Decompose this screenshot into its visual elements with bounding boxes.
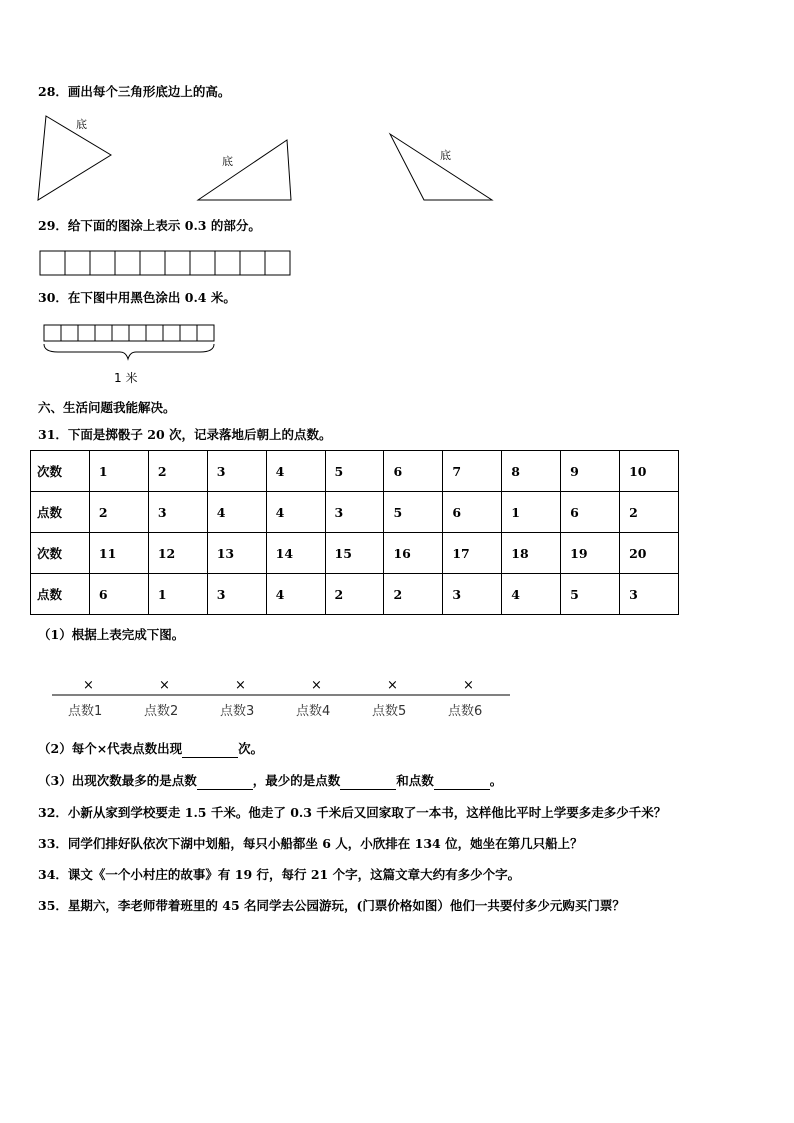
table-cell: 3 [325, 492, 384, 533]
part3-d: 。 [489, 773, 503, 788]
brace [44, 344, 214, 359]
strip-cell-6[interactable] [129, 325, 146, 341]
axis-label: 点数1 [68, 704, 103, 719]
question-33: 33．同学们排好队依次下湖中划船，每只小船都坐 6 人，小欣排在 134 位，她坐在第几只船上？ [38, 836, 583, 851]
grid-cell-5[interactable] [140, 251, 165, 275]
part2-suffix: 次。 [238, 741, 264, 756]
q30-meter-strip[interactable] [38, 322, 238, 392]
part3-c: 和点数 [396, 773, 434, 788]
strip-cell-5[interactable] [112, 325, 129, 341]
plot-mark: × [463, 678, 474, 693]
table-cell: 10 [620, 451, 679, 492]
grid-cell-3[interactable] [90, 251, 115, 275]
table-cell: 2 [620, 492, 679, 533]
question-34: 34．课文《一个小村庄的故事》有 19 行，每行 21 个字，这篇文章大约有多少个字。 [38, 867, 521, 882]
table-cell: 20 [620, 533, 679, 574]
q31-part-2 [38, 741, 263, 758]
question-31: 31．下面是掷骰子 20 次，记录落地后朝上的点数。 [38, 427, 332, 442]
table-cell: 3 [207, 574, 266, 615]
table-cell: 2 [148, 451, 207, 492]
triangle-3 [390, 134, 492, 200]
table-cell: 3 [620, 574, 679, 615]
table-cell: 4 [266, 451, 325, 492]
table-cell: 4 [266, 574, 325, 615]
part3-a: （3）出现次数最多的是点数 [38, 773, 197, 788]
table-cell: 6 [89, 574, 148, 615]
axis-label: 点数6 [448, 704, 483, 719]
strip-cell-2[interactable] [61, 325, 78, 341]
table-cell: 5 [561, 574, 620, 615]
row-header: 点数 [31, 492, 90, 533]
part3-blank-most[interactable] [197, 773, 253, 790]
table-cell: 18 [502, 533, 561, 574]
grid-cell-1[interactable] [40, 251, 65, 275]
table-cell: 11 [89, 533, 148, 574]
triangle-3-base-label: 底 [440, 149, 451, 162]
question-30: 30．在下图中用黑色涂出 0.4 米。 [38, 290, 236, 305]
table-cell: 1 [502, 492, 561, 533]
section-6-heading: 六、生活问题我能解决。 [38, 400, 176, 415]
part3-b: ，最少的是点数 [252, 773, 341, 788]
table-cell: 3 [443, 574, 502, 615]
axis-label: 点数5 [372, 704, 407, 719]
part3-blank-least-1[interactable] [340, 773, 396, 790]
part2-blank[interactable] [182, 741, 238, 758]
table-cell: 15 [325, 533, 384, 574]
part3-blank-least-2[interactable] [434, 773, 490, 790]
table-cell: 2 [89, 492, 148, 533]
table-cell: 4 [266, 492, 325, 533]
question-28: 28．画出每个三角形底边上的高。 [38, 84, 231, 99]
table-cell: 4 [207, 492, 266, 533]
grid-cell-9[interactable] [240, 251, 265, 275]
row-header: 次数 [31, 451, 90, 492]
triangle-2 [198, 140, 291, 200]
table-cell: 12 [148, 533, 207, 574]
table-cell: 4 [502, 574, 561, 615]
table-cell: 9 [561, 451, 620, 492]
strip-cell-10[interactable] [197, 325, 214, 341]
axis-label: 点数4 [296, 704, 331, 719]
grid-cell-8[interactable] [215, 251, 240, 275]
table-cell: 8 [502, 451, 561, 492]
question-35: 35．星期六，李老师带着班里的 45 名同学去公园游玩，(门票价格如图）他们一共要付多少元购买门票？ [38, 898, 625, 913]
row-header: 次数 [31, 533, 90, 574]
plot-mark: × [235, 678, 246, 693]
q31-part-1: （1）根据上表完成下图。 [38, 627, 185, 642]
table-cell: 16 [384, 533, 443, 574]
table-cell: 6 [443, 492, 502, 533]
table-cell: 3 [148, 492, 207, 533]
strip-cell-7[interactable] [146, 325, 163, 341]
strip-cell-3[interactable] [78, 325, 95, 341]
table-cell: 17 [443, 533, 502, 574]
plot-mark: × [387, 678, 398, 693]
table-cell: 1 [148, 574, 207, 615]
dot-plot[interactable] [40, 672, 560, 732]
table-cell: 6 [561, 492, 620, 533]
triangle-1-base-label: 底 [76, 118, 87, 131]
strip-cell-9[interactable] [180, 325, 197, 341]
axis-label: 点数3 [220, 704, 255, 719]
table-row [31, 451, 679, 492]
dice-table [30, 450, 679, 615]
table-cell: 19 [561, 533, 620, 574]
part2-prefix: （2）每个×代表点数出现 [38, 741, 183, 756]
strip-cell-4[interactable] [95, 325, 112, 341]
grid-cell-10[interactable] [265, 251, 290, 275]
grid-cell-6[interactable] [165, 251, 190, 275]
triangle-1 [38, 116, 111, 200]
plot-mark: × [311, 678, 322, 693]
table-cell: 14 [266, 533, 325, 574]
triangle-2-base-label: 底 [222, 155, 233, 168]
grid-cell-4[interactable] [115, 251, 140, 275]
table-row [31, 574, 679, 615]
length-label: 1 米 [114, 371, 138, 385]
row-header: 点数 [31, 574, 90, 615]
table-cell: 2 [325, 574, 384, 615]
axis-label: 点数2 [144, 704, 179, 719]
table-cell: 13 [207, 533, 266, 574]
table-cell: 5 [325, 451, 384, 492]
table-row [31, 492, 679, 533]
strip-cell-8[interactable] [163, 325, 180, 341]
table-cell: 2 [384, 574, 443, 615]
grid-cell-7[interactable] [190, 251, 215, 275]
grid-cell-2[interactable] [65, 251, 90, 275]
strip-cell-1[interactable] [44, 325, 61, 341]
question-32: 32．小新从家到学校要走 1.5 千米。他走了 0.3 千米后又回家取了一本书，这样他比平时上学要多走多少千米？ [38, 805, 667, 820]
table-cell: 6 [384, 451, 443, 492]
question-29: 29．给下面的图涂上表示 0.3 的部分。 [38, 218, 261, 233]
table-cell: 1 [89, 451, 148, 492]
table-cell: 7 [443, 451, 502, 492]
plot-mark: × [83, 678, 94, 693]
q31-part-3 [38, 773, 502, 790]
table-cell: 5 [384, 492, 443, 533]
table-cell: 3 [207, 451, 266, 492]
table-row [31, 533, 679, 574]
plot-mark: × [159, 678, 170, 693]
triangles-figure [0, 108, 794, 208]
q29-grid[interactable] [38, 249, 298, 279]
